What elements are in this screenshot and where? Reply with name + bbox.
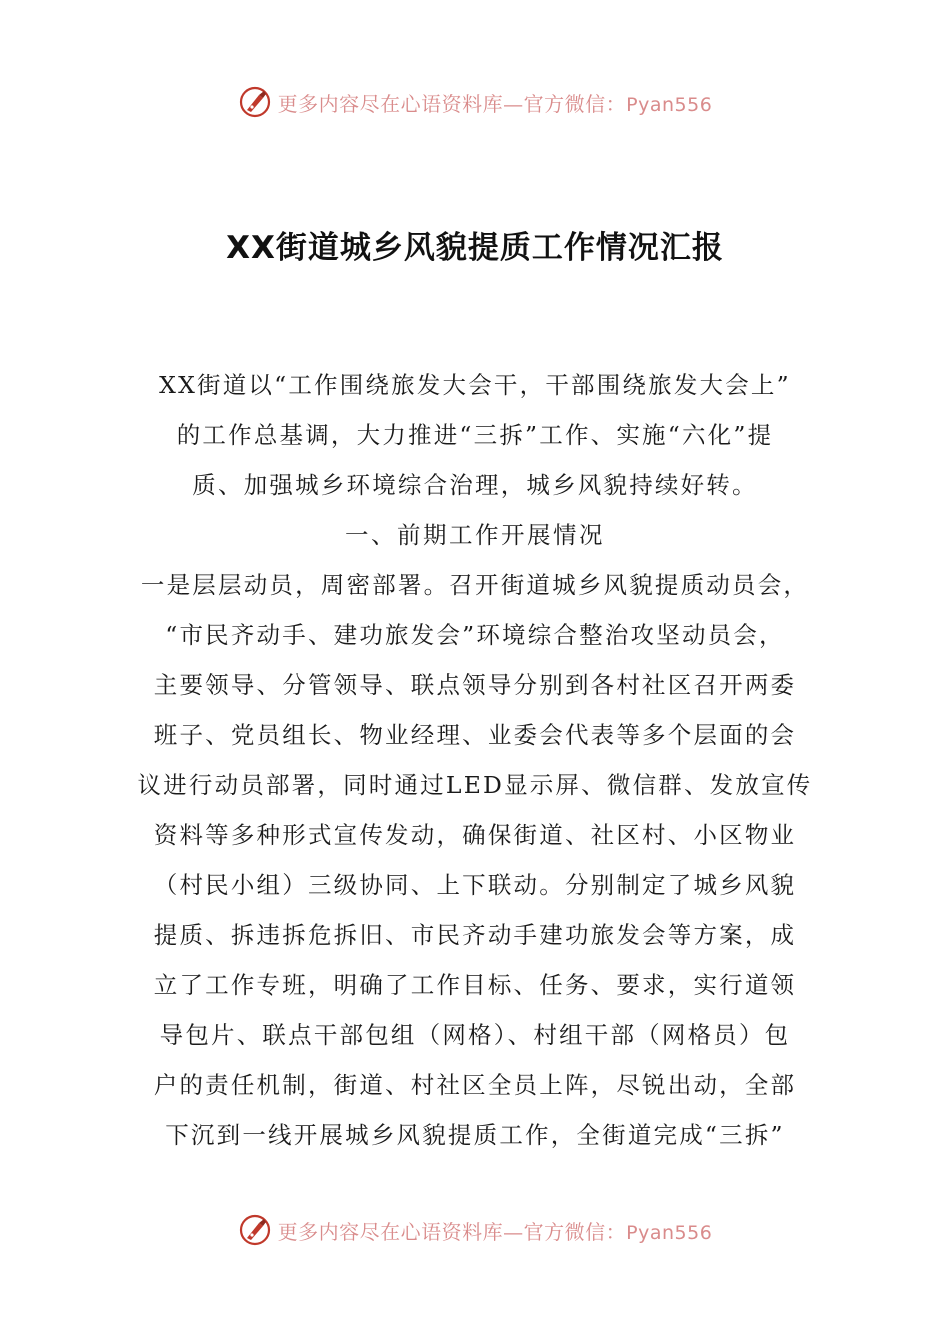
body-line: 下沉到一线开展城乡风貌提质工作，全街道完成“三拆” [165, 1121, 785, 1149]
body-line: 导包片、联点干部包组（网格）、村组干部（网格员）包 [159, 1021, 791, 1049]
body-line: 主要领导、分管领导、联点领导分别到各村社区召开两委 [153, 671, 797, 699]
watermark-text [278, 1216, 713, 1245]
body-line: 议进行动员部署，同时通过LED显示屏、微信群、发放宣传 [137, 771, 813, 799]
body-line: “市民齐动手、建功旅发会”环境综合整治攻坚动员会， [165, 621, 785, 649]
watermark-text [278, 88, 713, 117]
body-line: 一是层层动员，周密部署。召开街道城乡风貌提质动员会， [140, 571, 810, 599]
document-title: XX街道城乡风貌提质工作情况汇报 [226, 230, 724, 266]
pen-nib-circle-icon [238, 85, 272, 119]
watermark-wechat-id: Pyan556 [626, 1221, 713, 1244]
footer-watermark [0, 1210, 950, 1250]
header-watermark [0, 82, 950, 122]
document-body [0, 360, 950, 1160]
watermark-wechat-id: Pyan556 [626, 93, 713, 116]
watermark-label: 更多内容尽在心语资料库—官方微信： [277, 1219, 627, 1244]
body-line: 户的责任机制，街道、村社区全员上阵，尽锐出动，全部 [153, 1071, 797, 1099]
body-line: 提质、拆违拆危拆旧、市民齐动手建功旅发会等方案，成 [153, 921, 797, 949]
body-line: XX街道以“工作围绕旅发大会干，干部围绕旅发大会上” [159, 371, 791, 399]
body-line: 资料等多种形式宣传发动，确保街道、社区村、小区物业 [153, 821, 797, 849]
section-heading: 一、前期工作开展情况 [345, 521, 605, 549]
watermark-label: 更多内容尽在心语资料库—官方微信： [277, 91, 627, 116]
body-line: （村民小组）三级协同、上下联动。分别制定了城乡风貌 [153, 871, 797, 899]
body-line: 立了工作专班，明确了工作目标、任务、要求，实行道领 [153, 971, 797, 999]
body-line: 质、加强城乡环境综合治理，城乡风貌持续好转。 [192, 471, 758, 499]
body-line: 的工作总基调，大力推进“三拆”工作、实施“六化”提 [176, 421, 774, 449]
pen-nib-circle-icon [238, 1213, 272, 1247]
body-line: 班子、党员组长、物业经理、业委会代表等多个层面的会 [153, 721, 797, 749]
